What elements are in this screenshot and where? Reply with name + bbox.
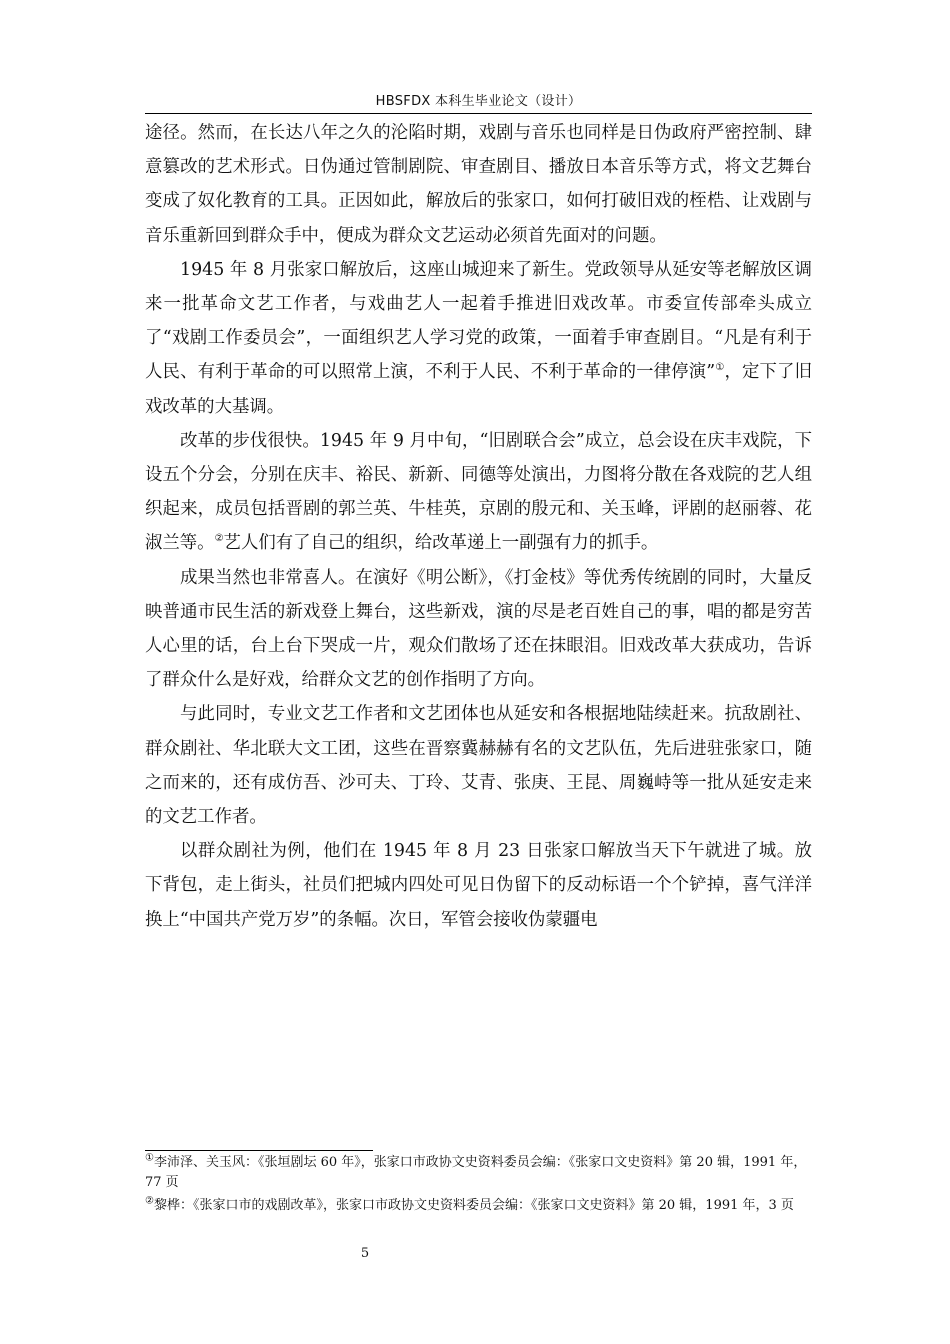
footnote-1-text: 《张垣剧坛 60 年》，张家口市政协文史资料委员会编：《张家口文史资料》第 20 辑，1991 年，77 页	[145, 1155, 807, 1190]
footnote-1-author: 李沛泽、关玉风：	[153, 1155, 258, 1170]
footnote-ref-2[interactable]: ②	[214, 533, 224, 545]
footnote-1	[145, 1153, 812, 1193]
header-rule	[145, 113, 812, 114]
paragraph-2	[145, 253, 812, 424]
paragraph-4: 成果当然也非常喜人。在演好《明公断》，《打金枝》等优秀传统剧的同时，大量反映普通市民生活的新戏登上舞台，这些新戏，演的尽是老百姓自己的事，唱的都是穷苦人心里的话，台上台下哭成一片，观众们散场了还在抹眼泪。旧戏改革大获成功，告诉了群众什么是好戏，给群众文艺的创作指明了方向。	[145, 567, 812, 691]
paragraph-3-text: 改革的步伐很快。1945 年 9 月中旬，“旧剧联合会”成立，总会设在庆丰戏院，下设五个分会，分别在庆丰、裕民、新新、同德等处演出，力图将分散在各戏院的艺人组织起来，成员包括晋剧的郭兰英、牛桂英，京剧的殷元和、关玉峰，评剧的赵丽蓉、花淑兰等。	[145, 430, 812, 554]
page-header: HBSFDX 本科生毕业论文（设计）	[375, 94, 582, 109]
footnote-1-mark: ①	[145, 1152, 154, 1164]
footnotes	[145, 1153, 812, 1219]
footnote-2	[145, 1196, 812, 1216]
paragraph-5: 与此同时，专业文艺工作者和文艺团体也从延安和各根据地陆续赶来。抗敌剧社、群众剧社、华北联大文工团，这些在晋察冀赫赫有名的文艺队伍，先后进驻张家口，随之而来的，还有成仿吾、沙可夫、丁玲、艾青、张庚、王昆、周巍峙等一批从延安走来的文艺工作者。	[145, 704, 812, 828]
footnote-2-author: 黎桦：	[153, 1198, 193, 1213]
footnote-separator	[145, 1150, 373, 1151]
paragraph-6: 以群众剧社为例，他们在 1945 年 8 月 23 日张家口解放当天下午就进了城。放下背包，走上街头，社员们把城内四处可见日伪留下的反动标语一个个铲掉，喜气洋洋换上“中国共产党万岁”的条幅。次日，军管会接收伪蒙疆电	[145, 841, 812, 930]
body-text	[145, 116, 812, 937]
paragraph-2-text: 1945 年 8 月张家口解放后，这座山城迎来了新生。党政领导从延安等老解放区调来一批革命文艺工作者，与戏曲艺人一起着手推进旧戏改革。市委宣传部牵头成立了“戏剧工作委员会”，一面组织艺人学习党的政策，一面着手审查剧目。“凡是有利于人民、有利于革命的可以照常上演，不利于人民、不利于革命的一律停演”	[145, 259, 812, 383]
paragraph-2-text-after: ，定下了旧戏改革的大基调。	[145, 362, 812, 417]
paragraph-3-text-after: 艺人们有了自己的组织，给改革递上一副强有力的抓手。	[223, 533, 659, 554]
footnote-2-mark: ②	[145, 1195, 154, 1207]
footnote-ref-1[interactable]: ①	[715, 362, 725, 374]
page-number: 5	[360, 1246, 370, 1261]
paragraph-3	[145, 424, 812, 561]
footnote-2-title: 《张家口市的戏剧改革》	[192, 1198, 323, 1213]
footnote-2-text: ，张家口市政协文史资料委员会编：《张家口文史资料》第 20 辑，1991 年，3 页	[323, 1198, 794, 1213]
paragraph-1: 途径。然而，在长达八年之久的沦陷时期，戏剧与音乐也同样是日伪政府严密控制、肆意篡改的艺术形式。日伪通过管制剧院、审查剧目、播放日本音乐等方式，将文艺舞台变成了奴化教育的工具。正因如此，解放后的张家口，如何打破旧戏的桎梏、让戏剧与音乐重新回到群众手中，便成为群众文艺运动必须首先面对的问题。	[145, 123, 812, 246]
